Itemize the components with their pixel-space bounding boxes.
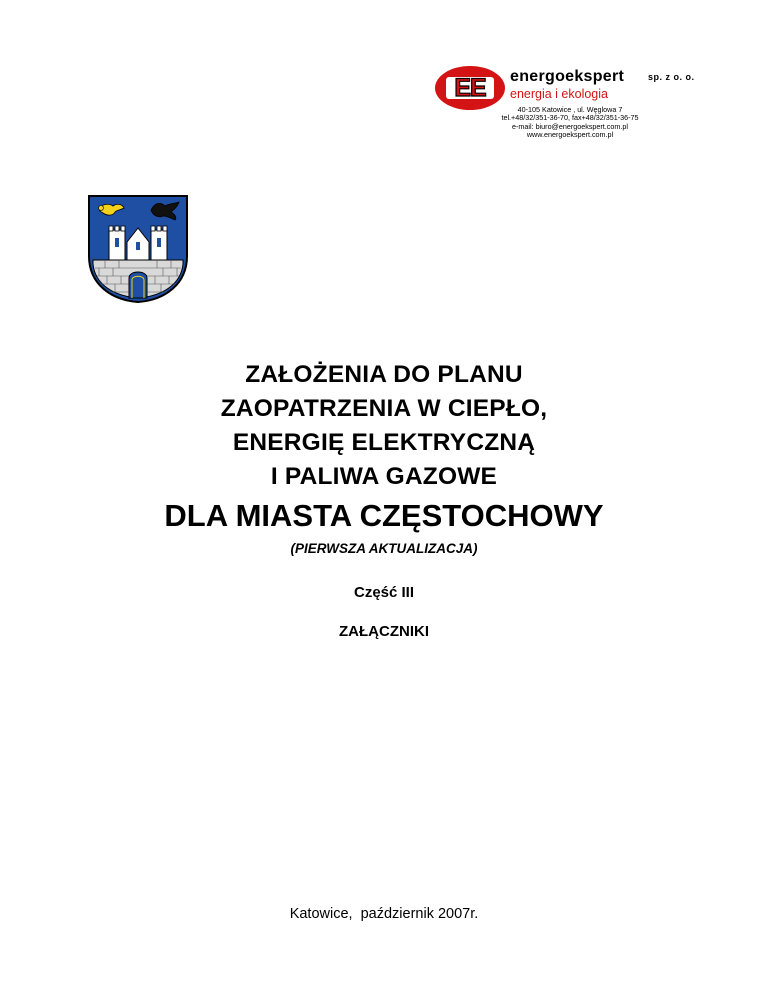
document-title bbox=[0, 358, 768, 537]
title-line: I PALIWA GAZOWE bbox=[270, 463, 498, 490]
title-line: ENERGIĘ ELEKTRYCZNĄ bbox=[232, 429, 536, 456]
czestochowa-coat-of-arms-icon bbox=[87, 194, 189, 304]
title-line: ZAŁOŻENIA DO PLANU bbox=[245, 361, 523, 388]
contact-address: 40-105 Katowice , ul. Węglowa 7 bbox=[517, 105, 623, 114]
document-annex-heading: ZAŁĄCZNIKI bbox=[339, 623, 429, 640]
title-city: DLA MIASTA CZĘSTOCHOWY bbox=[164, 498, 604, 533]
document-footer-place-date: Katowice, październik 2007r. bbox=[289, 906, 479, 922]
contact-website: www.energoekspert.com.pl bbox=[526, 129, 614, 139]
company-logo bbox=[435, 66, 505, 110]
contact-phone: tel.+48/32/351-36-70, fax+48/32/351-36-75 bbox=[501, 113, 639, 123]
logo-letters: EE bbox=[454, 74, 486, 102]
company-suffix: sp. z o. o. bbox=[648, 72, 695, 82]
company-name: energoekspert bbox=[510, 68, 625, 85]
document-subtitle: (PIERWSZA AKTUALIZACJA) bbox=[290, 541, 478, 556]
contact-email: e-mail: biuro@energoekspert.com.pl bbox=[512, 121, 628, 131]
contact-block bbox=[470, 106, 670, 139]
company-tagline: energia i ekologia bbox=[510, 87, 608, 101]
title-line: ZAOPATRZENIA W CIEPŁO, bbox=[220, 395, 548, 422]
document-part: Część III bbox=[353, 584, 415, 601]
